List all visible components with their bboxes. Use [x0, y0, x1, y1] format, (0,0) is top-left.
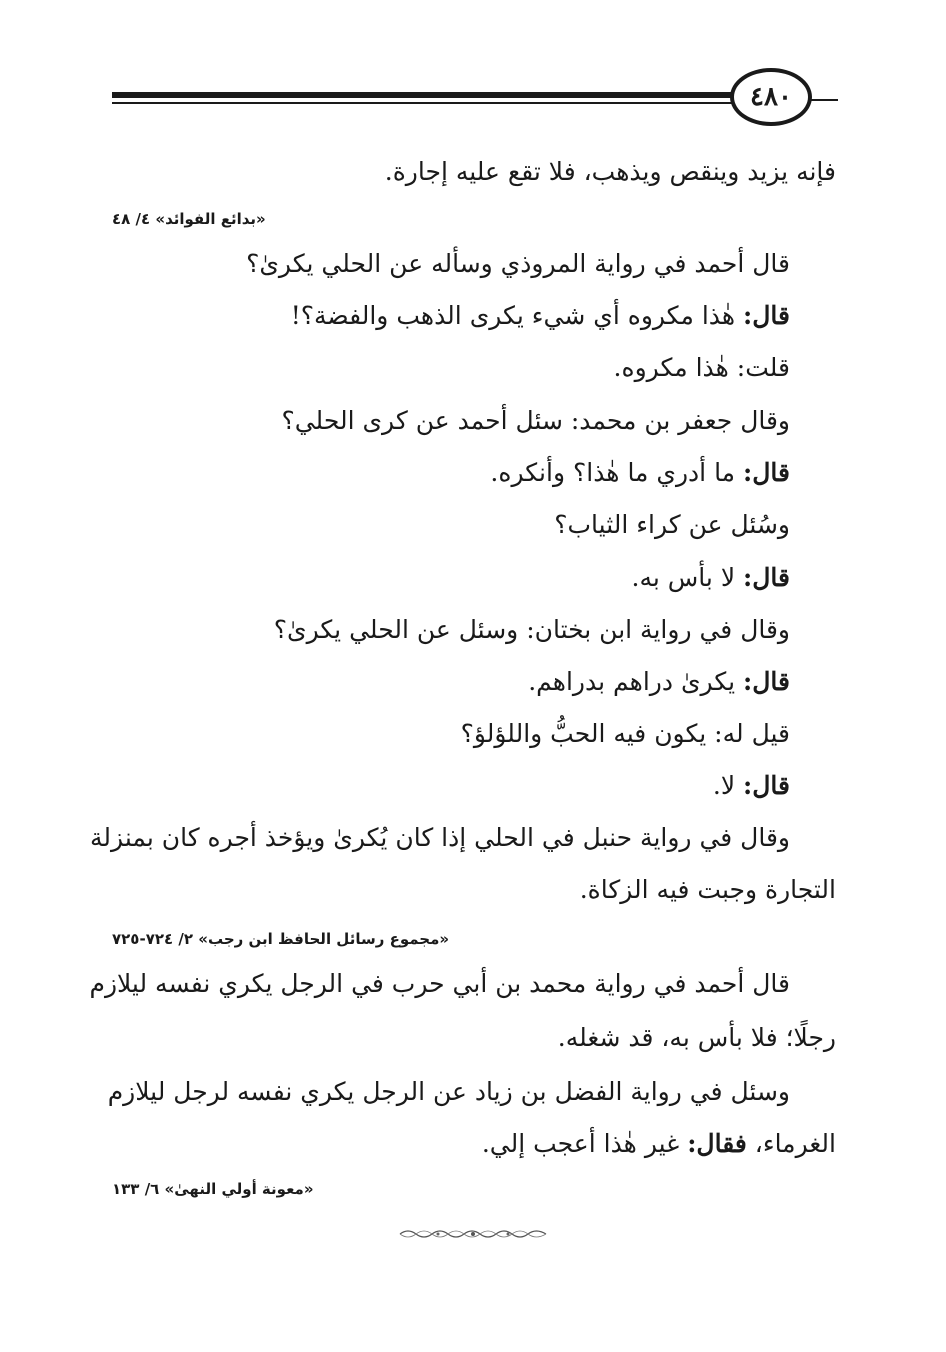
text-line: قال أحمد في رواية محمد بن أبي حرب في الرجل يكري نفسه ليلازم	[89, 969, 790, 998]
text-line: قال: لا.	[712, 771, 790, 800]
text-line: التجارة وجبت فيه الزكاة.	[579, 875, 836, 904]
text-line: قال: يكرىٰ دراهم بدراهم.	[528, 667, 790, 696]
text-line: وسئل في رواية الفضل بن زياد عن الرجل يكري نفسه لرجل ليلازم	[107, 1077, 790, 1106]
speaker-label: قال:	[743, 667, 790, 696]
text-line: رجلًا؛ فلا بأس به، قد شغله.	[557, 1023, 836, 1052]
speaker-label: قال:	[743, 301, 790, 330]
speaker-label: قال:	[743, 458, 790, 487]
source-citation: «بدائع الفوائد» ٤/ ٤٨	[112, 210, 266, 228]
text-line: الغرماء، فقال: غير هٰذا أعجب إلي.	[481, 1129, 836, 1158]
source-citation: «معونة أولي النهىٰ» ٦/ ١٣٣	[112, 1180, 314, 1198]
text-line: قال: هٰذا مكروه أي شيء يكرى الذهب والفضة؟!	[290, 301, 790, 330]
page-number-badge	[730, 68, 812, 126]
text-line: قيل له: يكون فيه الحبُّ واللؤلؤ؟	[460, 719, 790, 748]
text-line: فإنه يزيد وينقص ويذهب، فلا تقع عليه إجارة.	[384, 157, 836, 186]
header-rule-thin	[112, 102, 734, 104]
source-citation: «مجموع رسائل الحافظ ابن رجب» ٢/ ٧٢٤-٧٢٥	[112, 930, 450, 948]
text-line: وسُئل عن كراء الثياب؟	[554, 510, 790, 539]
speaker-label: فقال:	[687, 1129, 747, 1158]
text-line: وقال في رواية ابن بختان: وسئل عن الحلي يكرىٰ؟	[273, 615, 790, 644]
text-line: قال: ما أدري ما هٰذا؟ وأنكره.	[490, 458, 790, 487]
speaker-label: قال:	[743, 563, 790, 592]
text-line: قال: لا بأس به.	[631, 563, 790, 592]
header-rule-thick	[112, 92, 734, 98]
header-rule-right	[810, 99, 838, 101]
text-line: وقال في رواية حنبل في الحلي إذا كان يُكرىٰ ويؤخذ أجره كان بمنزلة	[90, 823, 790, 852]
text-line: قال أحمد في رواية المروذي وسأله عن الحلي يكرىٰ؟	[246, 249, 790, 278]
ornament-divider	[398, 1226, 548, 1242]
text-line: قلت: هٰذا مكروه.	[613, 353, 790, 382]
speaker-label: قال:	[743, 771, 790, 800]
text-line: وقال جعفر بن محمد: سئل أحمد عن كرى الحلي؟	[281, 406, 790, 435]
page-number: ٤٨٠	[750, 82, 792, 112]
